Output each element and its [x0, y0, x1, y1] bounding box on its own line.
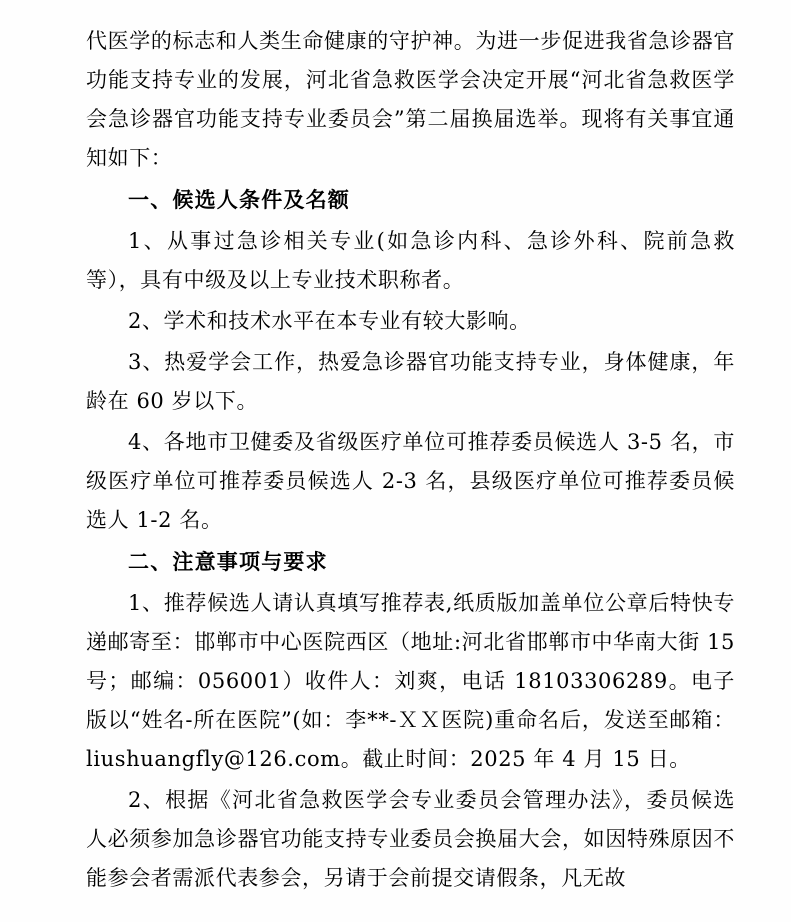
item-1-4: 4、各地市卫健委及省级医疗单位可推荐委员候选人 3-5 名，市级医疗单位可推荐委员候选人 2-3 名，县级医疗单位可推荐委员候选人 1-2 名。: [86, 430, 735, 532]
item-1-2: 2、学术和技术水平在本专业有较大影响。: [128, 309, 531, 333]
section-two-heading: 二、注意事项与要求: [128, 550, 328, 574]
section-one-heading: 一、候选人条件及名额: [128, 188, 350, 212]
item-2-1: 1、推荐候选人请认真填写推荐表,纸质版加盖单位公章后特快专递邮寄至：邯郸市中心医院西区（地址:河北省邯郸市中华南大街 15 号；邮编：056001）收件人：刘爽，电话 18103306289。电子版以“姓名-所在医院”(如：李**-ＸＸ医院)重命名后，发送至邮箱：liushuangfly@126.com。截止时间：2025 年 4 月 15 日。: [86, 591, 743, 771]
item-1-3: 3、热爱学会工作，热爱急诊器官功能支持专业，身体健康，年龄在 60 岁以下。: [86, 350, 735, 413]
item-2-2: 2、根据《河北省急救医学会专业委员会管理办法》，委员候选人必须参加急诊器官功能支持专业委员会换届大会，如因特殊原因不能参会者需派代表参会，另请于会前提交请假条，凡无故: [86, 788, 735, 890]
opening-paragraph: 代医学的标志和人类生命健康的守护神。为进一步促进我省急诊器官功能支持专业的发展，河北省急救医学会决定开展“河北省急救医学会急诊器官功能支持专业委员会”第二届换届选举。现将有关事宜通知如下：: [86, 29, 735, 170]
item-1-1: 1、从事过急诊相关专业(如急诊内科、急诊外科、院前急救等），具有中级及以上专业技术职称者。: [86, 229, 735, 292]
